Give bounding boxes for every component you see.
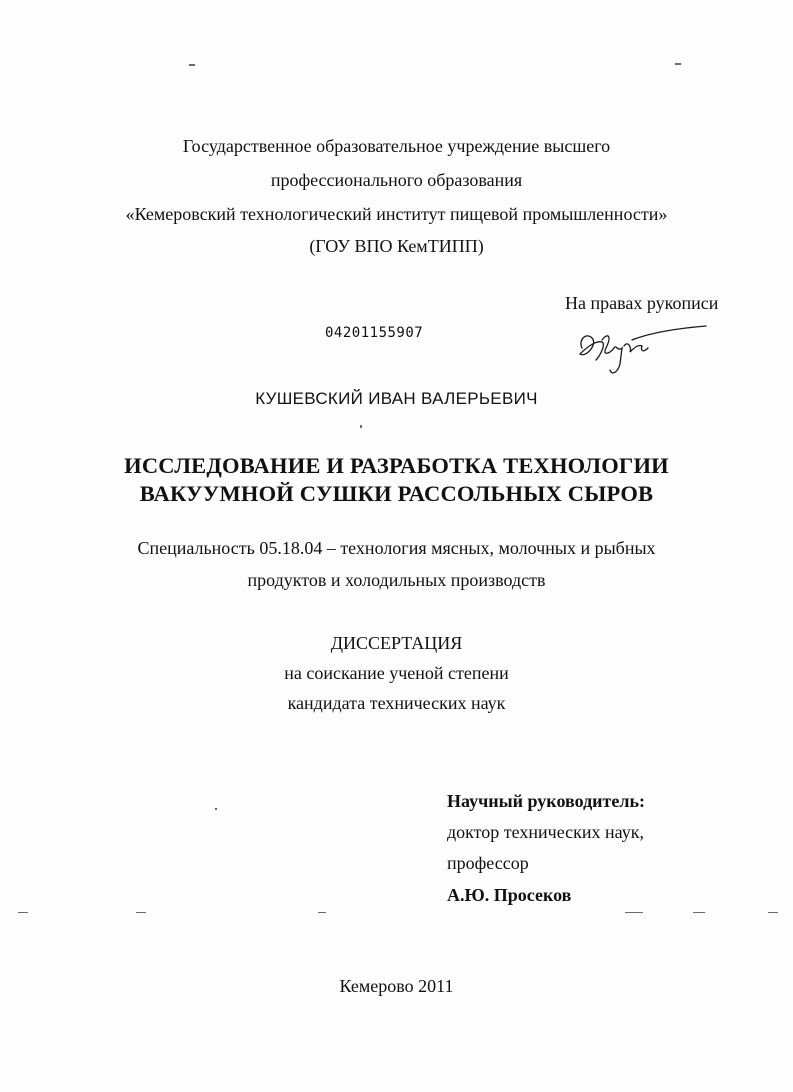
degree-line-2: кандидата технических наук [287, 693, 506, 713]
institution-name: «Кемеровский технологический институт пищевой промышленности» [125, 204, 668, 224]
city-year: Кемерово 2011 [339, 976, 454, 996]
scan-mark [675, 63, 681, 65]
scan-mark [18, 912, 28, 913]
specialty-line-1: Специальность 05.18.04 – технология мясных, молочных и рыбных [137, 538, 656, 558]
supervisor-name: А.Ю. Просеков [447, 885, 572, 905]
document-type: ДИССЕРТАЦИЯ [330, 633, 463, 653]
scan-mark [625, 912, 643, 913]
supervisor-degree: доктор технических наук, [447, 822, 644, 842]
scan-mark [360, 425, 362, 428]
scan-mark [693, 912, 705, 913]
degree-line-1: на соискание ученой степени [284, 663, 509, 683]
institution-line-1: Государственное образовательное учреждение высшего [182, 136, 611, 156]
dissertation-title-line-1: ИССЛЕДОВАНИЕ И РАЗРАБОТКА ТЕХНОЛОГИИ [124, 453, 669, 478]
scan-mark [318, 912, 326, 913]
supervisor-heading: Научный руководитель: [447, 791, 645, 811]
institution-line-2: профессионального образования [270, 170, 523, 190]
scan-mark [189, 64, 195, 66]
institution-abbreviation: (ГОУ ВПО КемТИПП) [309, 236, 484, 256]
author-name: КУШЕВСКИЙ ИВАН ВАЛЕРЬЕВИЧ [255, 389, 538, 408]
dissertation-title-line-2: ВАКУУМНОЙ СУШКИ РАССОЛЬНЫХ СЫРОВ [139, 481, 654, 506]
registry-number: 04201155907 [325, 325, 424, 341]
scan-mark [136, 912, 146, 913]
specialty-line-2: продуктов и холодильных производств [247, 570, 546, 590]
rights-note: На правах рукописи [565, 293, 719, 313]
scan-mark [215, 808, 217, 810]
scan-mark [768, 912, 778, 913]
supervisor-rank: профессор [447, 853, 529, 873]
handwritten-signature [572, 318, 712, 378]
